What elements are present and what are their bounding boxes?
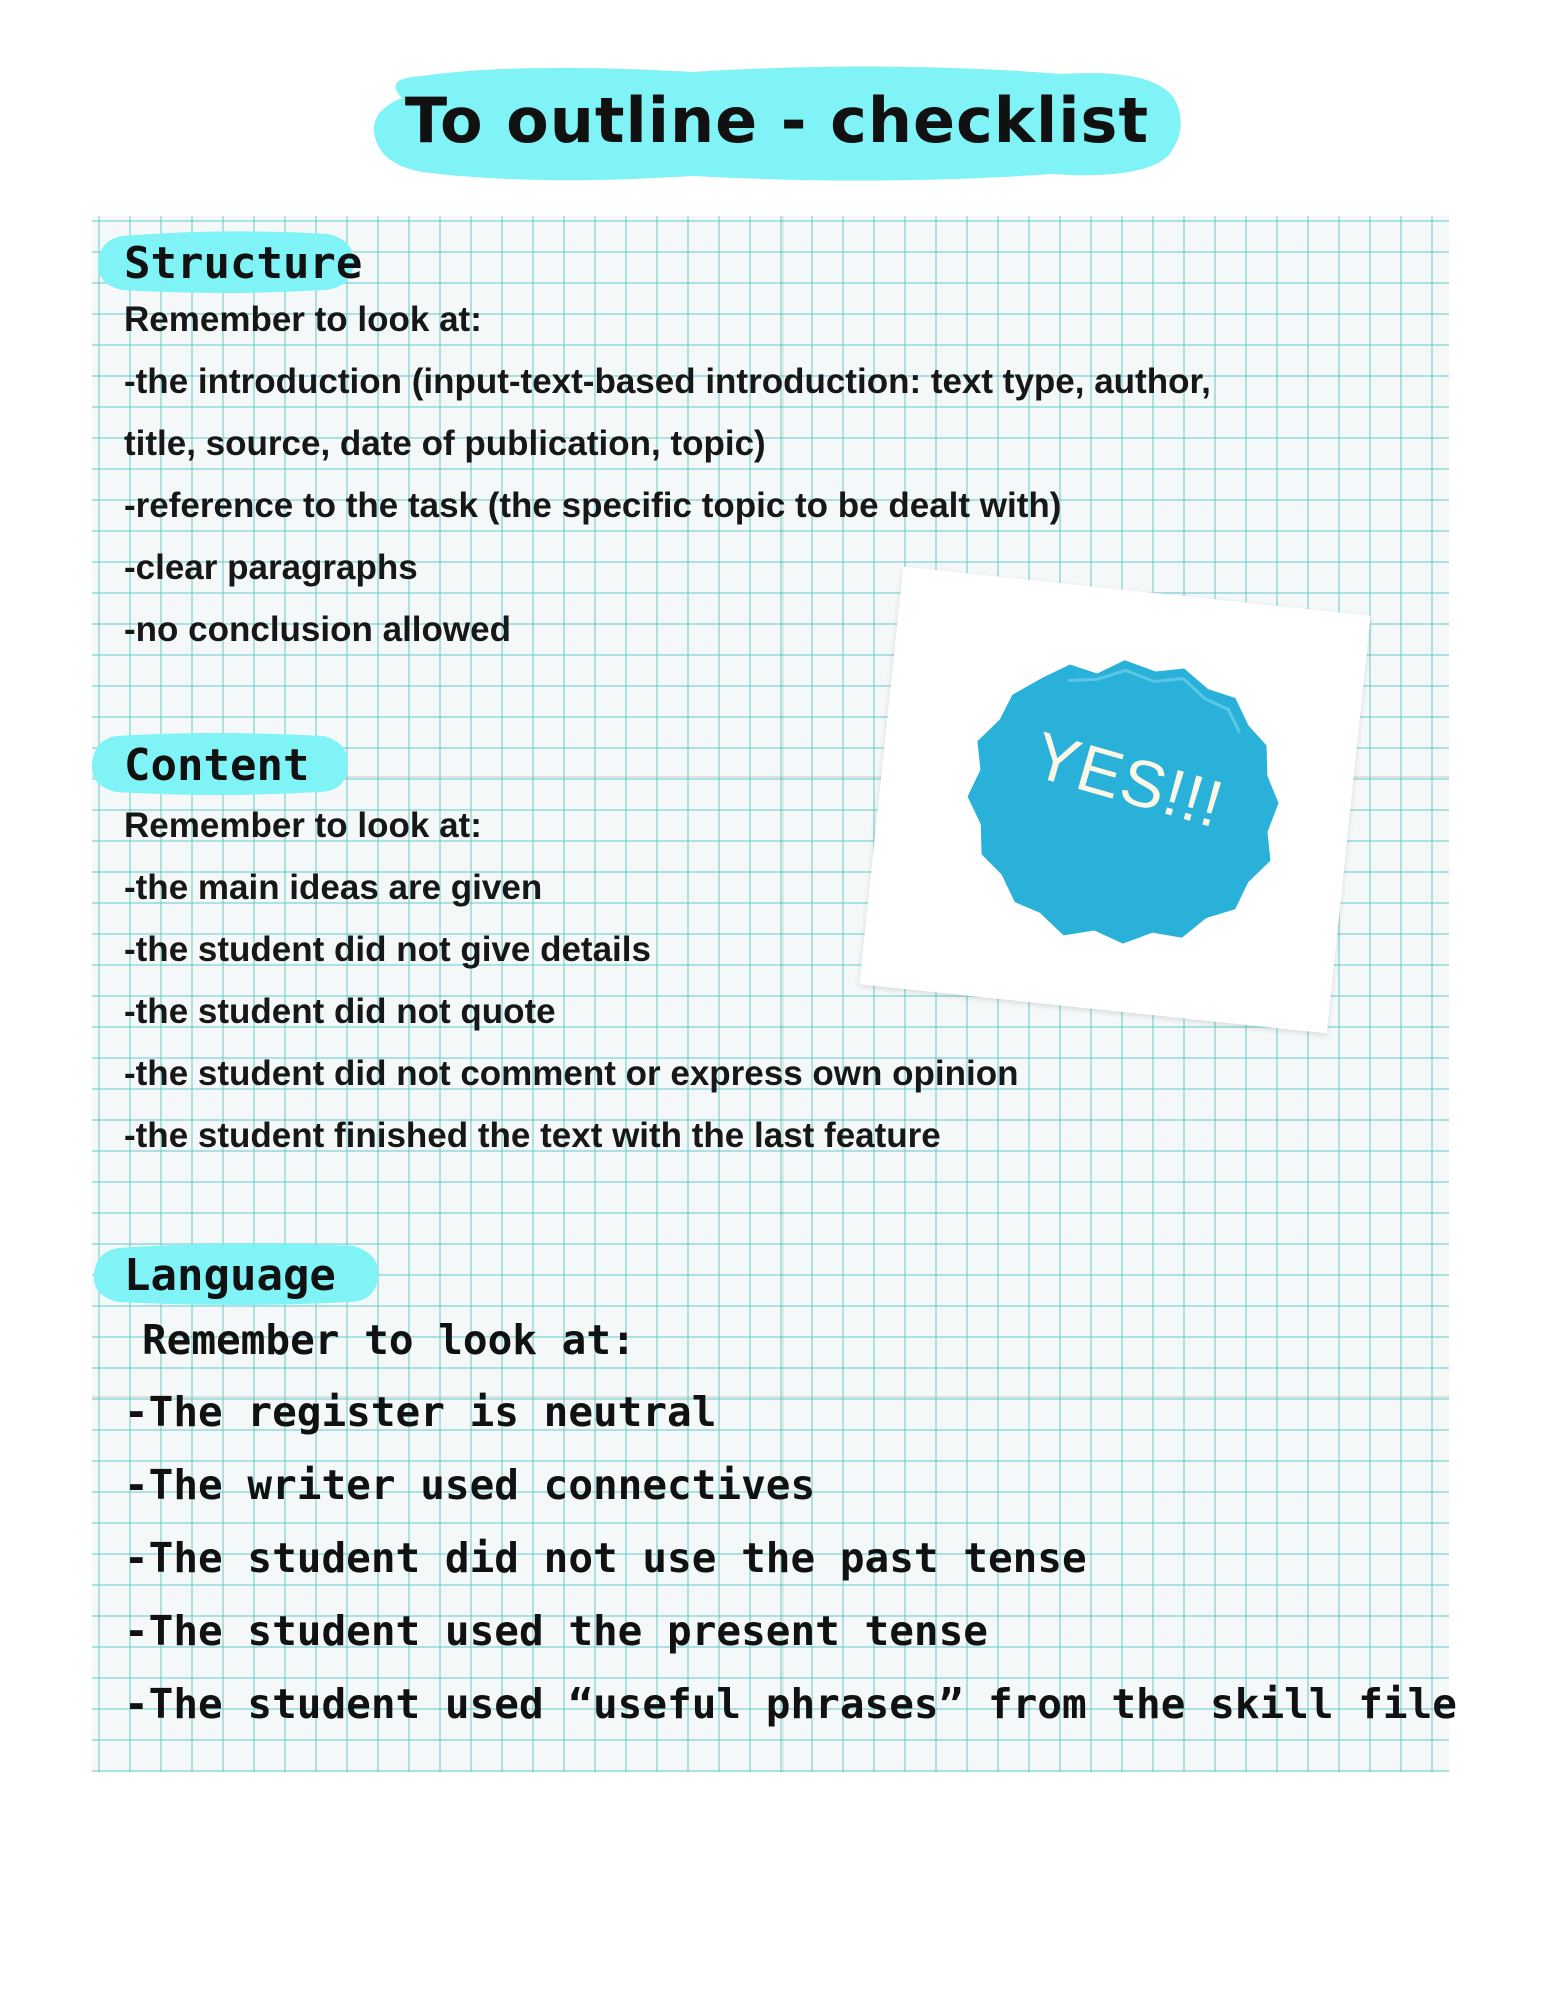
section-intro: Remember to look at:: [124, 300, 482, 339]
checklist-item: -the student did not comment or express own opinion: [124, 1054, 1019, 1093]
checklist-item: -The student used the present tense: [124, 1607, 988, 1655]
section-heading-language: [88, 1238, 384, 1308]
sticker-text: YES!!!: [1025, 717, 1232, 842]
checklist-item: -reference to the task (the specific topic to be dealt with): [124, 486, 1062, 525]
section-intro: Remember to look at:: [142, 1316, 636, 1364]
checklist-item: -no conclusion allowed: [124, 610, 511, 649]
checklist-item: -The writer used connectives: [124, 1461, 816, 1509]
checklist-item: title, source, date of publication, topic): [124, 424, 766, 463]
section-heading-text: Content: [124, 740, 310, 791]
checklist-item: -The register is neutral: [124, 1388, 717, 1436]
checklist-item: -the student finished the text with the last feature: [124, 1116, 941, 1155]
checklist-item: -the student did not quote: [124, 992, 556, 1031]
page-title: To outline - checklist: [404, 84, 1150, 157]
yes-sticker: [859, 567, 1370, 1034]
section-heading-text: Language: [124, 1250, 336, 1301]
title-highlight: [362, 58, 1192, 188]
section-intro: Remember to look at:: [124, 806, 482, 845]
checklist-item: -the main ideas are given: [124, 868, 543, 907]
checklist-item: -the introduction (input-text-based introduction: text type, author,: [124, 362, 1211, 401]
section-heading-structure: [92, 226, 363, 296]
checklist-item: -The student used “useful phrases” from the skill file: [124, 1680, 1457, 1728]
checklist-item: -clear paragraphs: [124, 548, 418, 587]
section-heading-text: Structure: [124, 238, 363, 289]
section-heading-content: [86, 728, 352, 798]
checklist-item: -the student did not give details: [124, 930, 651, 969]
checklist-item: -The student did not use the past tense: [124, 1534, 1087, 1582]
